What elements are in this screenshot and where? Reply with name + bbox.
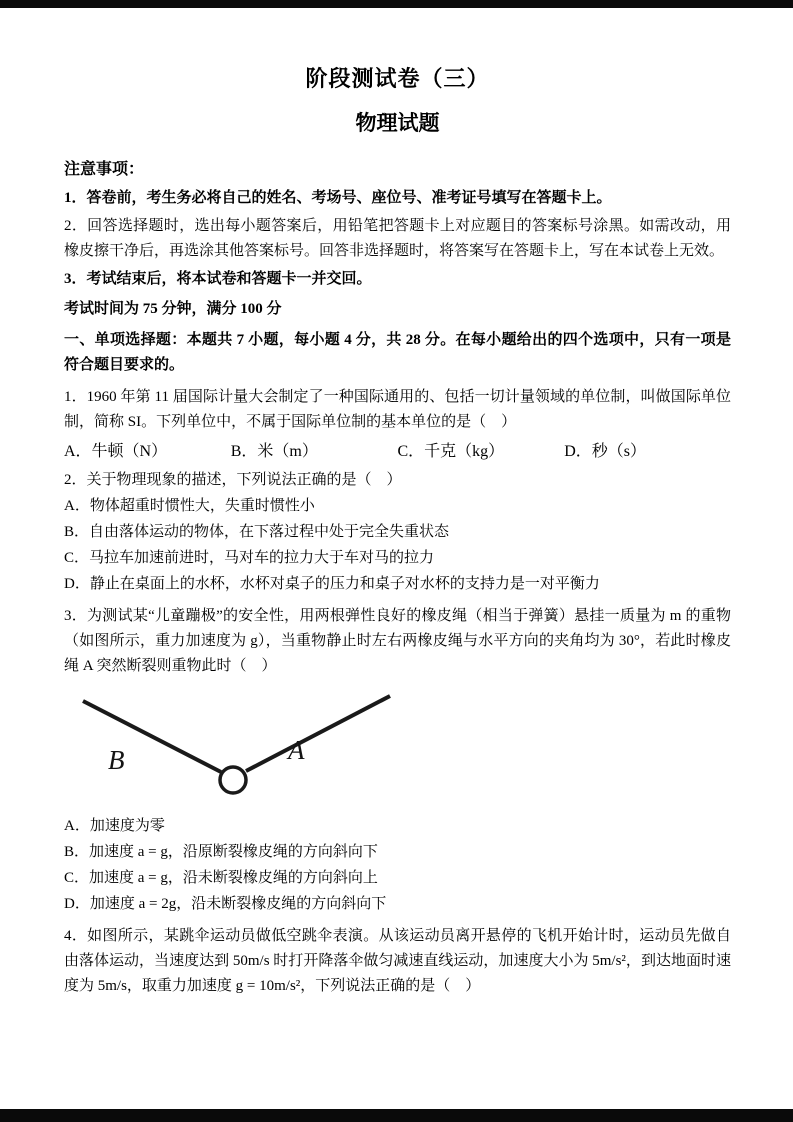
exam-subject: 物理试题 <box>355 111 440 135</box>
question-2-text: 2．关于物理现象的描述，下列说法正确的是（ ） <box>64 472 402 488</box>
question-2-option-a: A．物体超重时惯性大，失重时惯性小 <box>64 498 315 514</box>
question-3-text: 3．为测试某“儿童蹦极”的安全性，用两根弹性良好的橡皮绳（相当于弹簧）悬挂一质量为 m 的重物（如图所示，重力加速度为 g），当重物静止时左右两橡皮绳与水平方向的夹角均为 30°，若此时橡皮绳 A 突然断裂则重物此时（ ） <box>64 608 731 674</box>
question-3-option-b: B．加速度 a = g，沿原断裂橡皮绳的方向斜向下 <box>64 844 378 860</box>
question-1-option-a: A．牛顿（N） <box>64 443 168 460</box>
figure-label-b: B <box>108 745 125 775</box>
question-4 <box>64 924 731 999</box>
section-heading: 一、单项选择题：本题共 7 小题，每小题 4 分，共 28 分。在每小题给出的四个选项中，只有一项是符合题目要求的。 <box>64 332 731 373</box>
question-3-figure <box>80 687 731 810</box>
page-title: 阶段测试卷（三） <box>305 66 490 91</box>
notice-item-3: 3．考试结束后，将本试卷和答题卡一并交回。 <box>64 271 372 287</box>
question-1-option-d: D．秒（s） <box>564 443 647 460</box>
notice-heading: 注意事项： <box>64 161 145 178</box>
question-3-option-a: A．加速度为零 <box>64 818 165 834</box>
question-2-option-c: C．马拉车加速前进时，马对车的拉力大于车对马的拉力 <box>64 550 435 566</box>
question-1-option-b: B．米（m） <box>230 443 318 460</box>
question-1 <box>64 385 731 461</box>
question-3-option-c: C．加速度 a = g，沿未断裂橡皮绳的方向斜向上 <box>64 870 378 886</box>
question-1-option-c: C．千克（kg） <box>397 443 505 460</box>
question-2-option-d: D．静止在桌面上的水杯，水杯对桌子的压力和桌子对水杯的支持力是一对平衡力 <box>64 576 600 592</box>
question-2 <box>64 468 731 597</box>
question-4-text: 4．如图所示，某跳伞运动员做低空跳伞表演。从该运动员离开悬停的飞机开始计时，运动员先做自由落体运动，当速度达到 50m/s 时打开降落伞做匀减速直线运动，加速度大小为 5m/s²，到达地面时速度为 5m/s，取重力加速度 g = 10m/s²，下列说法正确的是（ ） <box>64 928 731 994</box>
weight-circle <box>220 767 246 793</box>
question-2-option-b: B．自由落体运动的物体，在下落过程中处于完全失重状态 <box>64 524 450 540</box>
rope-a-line <box>246 696 390 771</box>
question-1-text: 1．1960 年第 11 届国际计量大会制定了一种国际通用的、包括一切计量领域的单位制，叫做国际单位制，简称 SI。下列单位中，不属于国际单位制的基本单位的是（ ） <box>64 389 731 430</box>
question-3-option-d: D．加速度 a = 2g，沿未断裂橡皮绳的方向斜向下 <box>64 896 387 912</box>
notice-item-1: 1．答卷前，考生务必将自己的姓名、考场号、座位号、准考证号填写在答题卡上。 <box>64 190 612 206</box>
figure-label-a: A <box>288 735 305 765</box>
question-1-options <box>64 438 731 461</box>
exam-time: 考试时间为 75 分钟，满分 100 分 <box>64 301 282 317</box>
rope-b-line <box>83 701 221 772</box>
question-3 <box>64 604 731 917</box>
notice-item-2: 2．回答选择题时，选出每小题答案后，用铅笔把答题卡上对应题目的答案标号涂黑。如需改动，用橡皮擦干净后，再选涂其他答案标号。回答非选择题时，将答案写在答题卡上，写在本试卷上无效。 <box>64 218 731 259</box>
ropes-diagram <box>80 687 410 805</box>
scan-artifact-top <box>0 0 793 8</box>
scan-artifact-bottom <box>0 1109 793 1122</box>
